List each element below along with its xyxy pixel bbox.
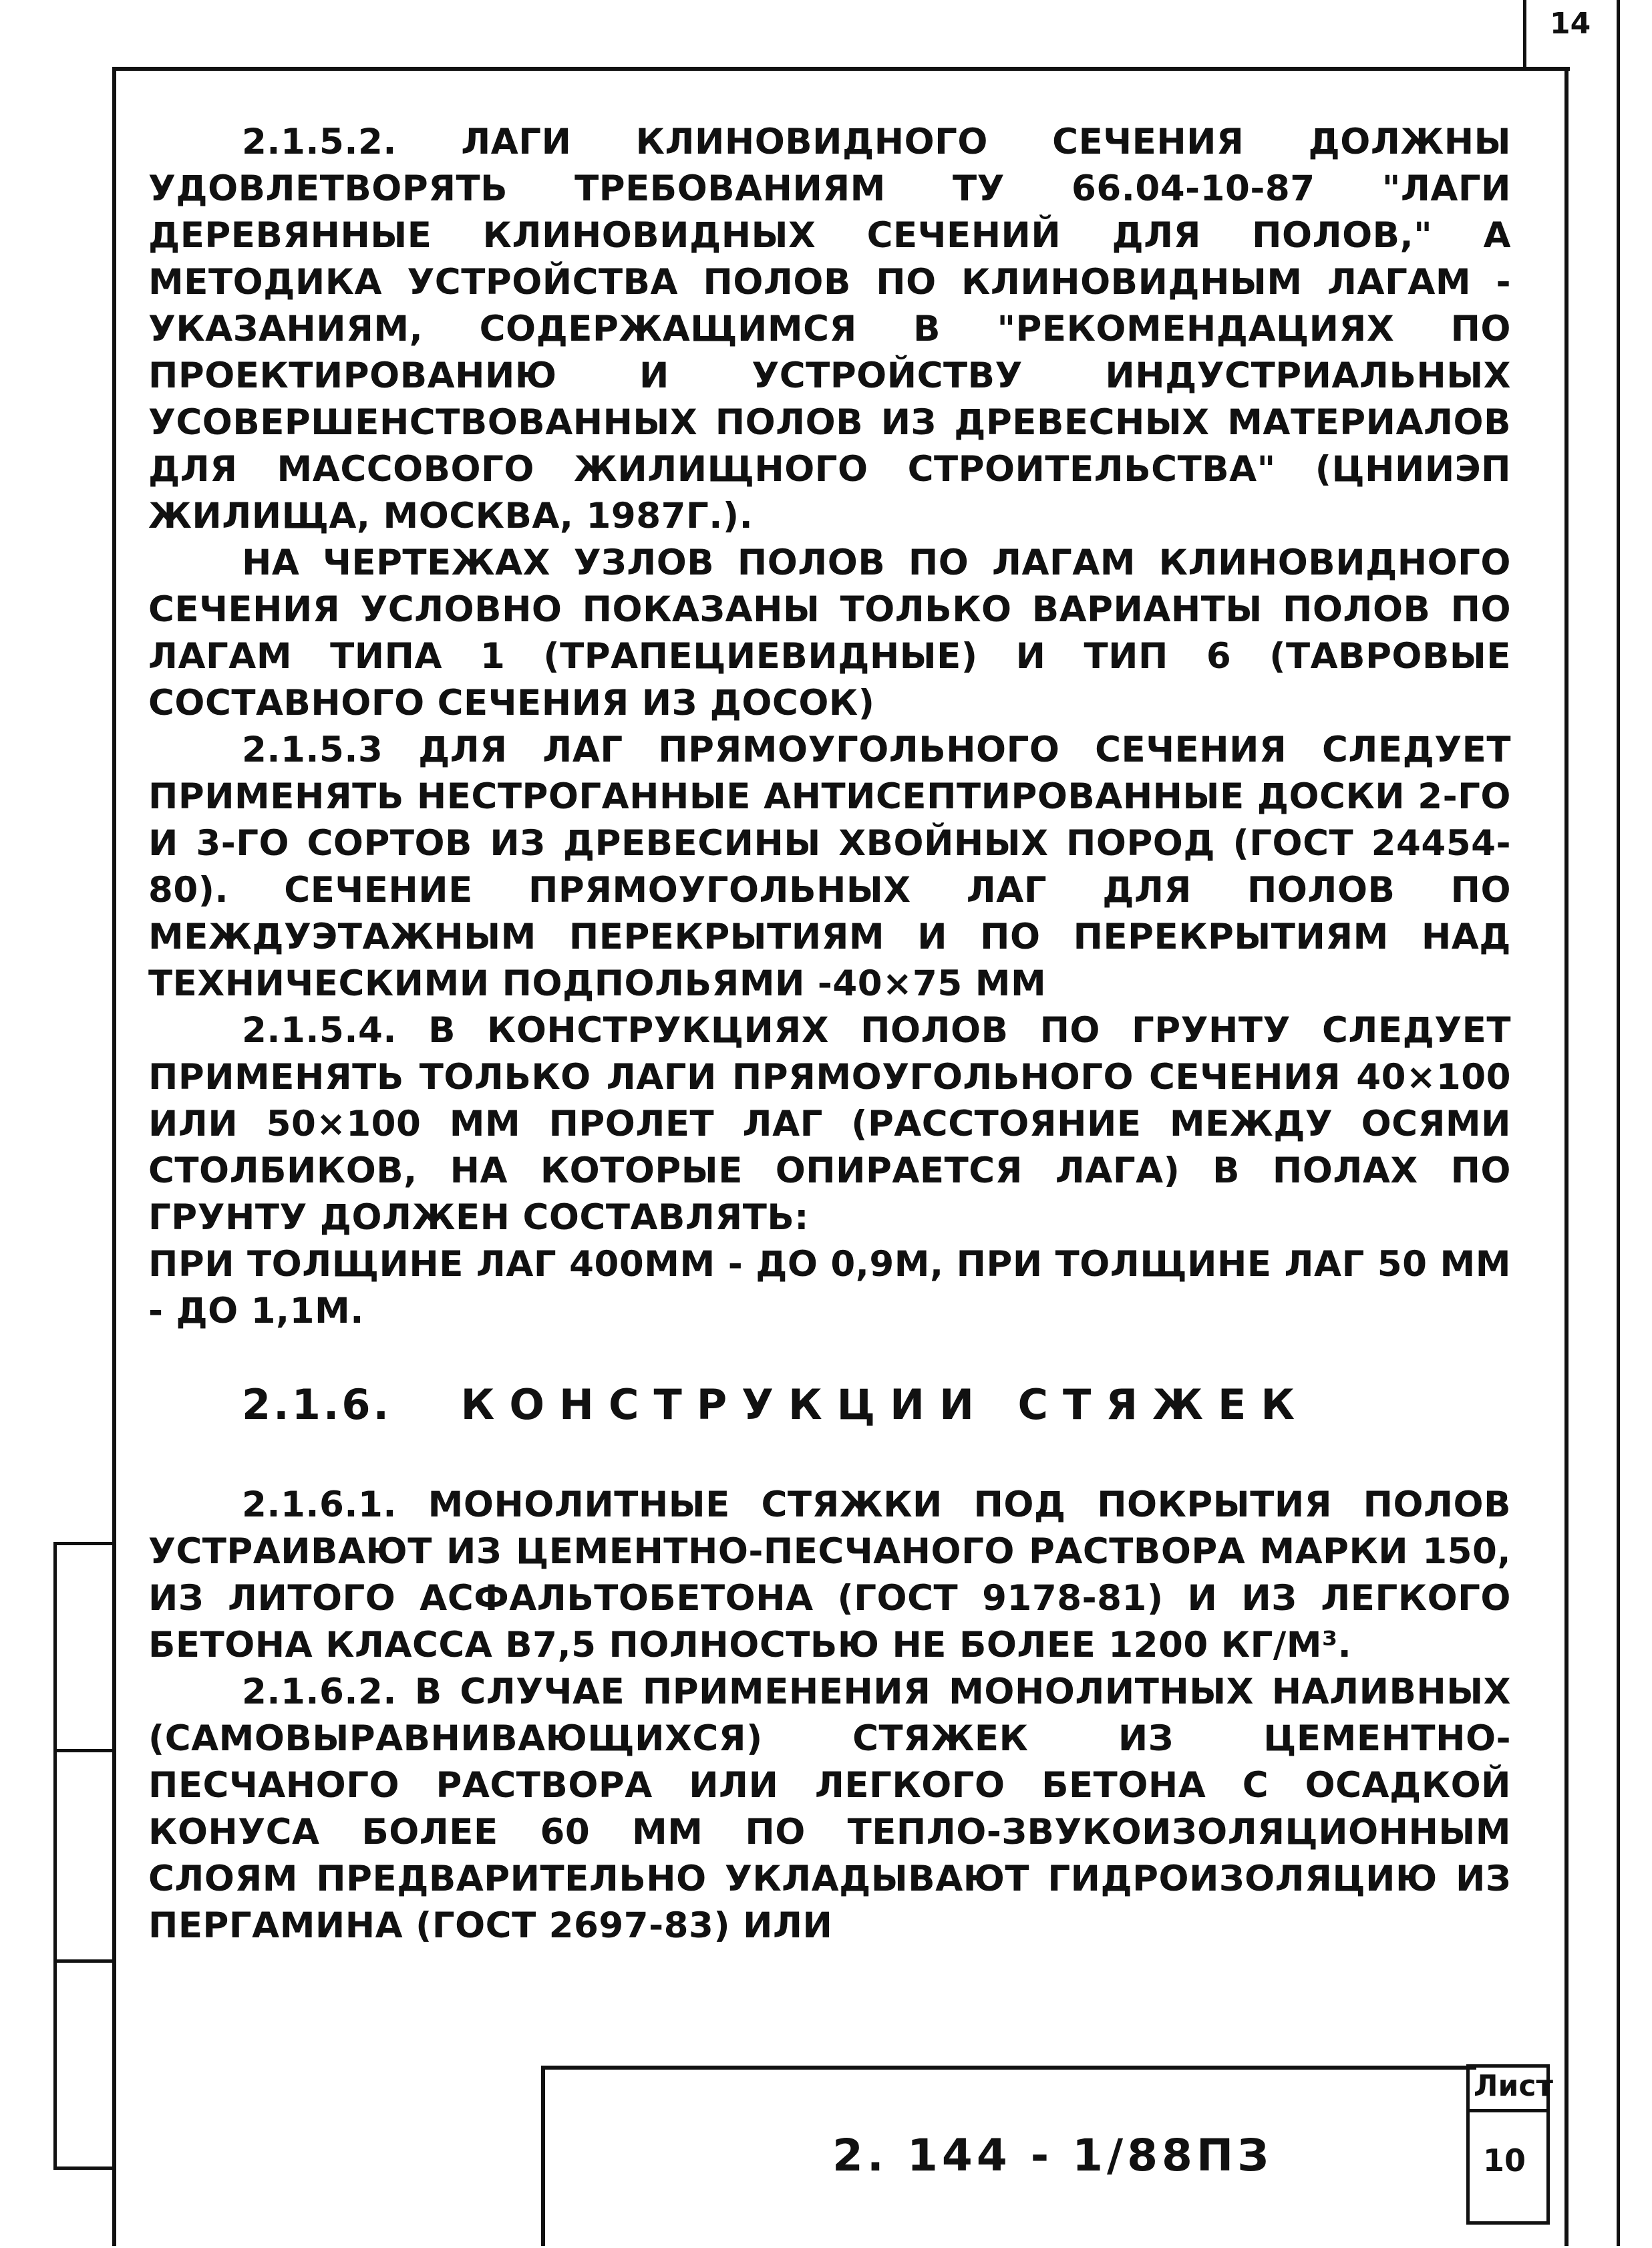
side-cell-divider [57,1959,115,1963]
section-heading-title: КОНСТРУКЦИИ СТЯЖЕК [460,1380,1309,1429]
side-cell-divider [57,1749,115,1752]
paragraph-2-1-5-4-continued: ПРИ ТОЛЩИНЕ ЛАГ 400ММ - ДО 0,9М, ПРИ ТОЛЩИНЕ ЛАГ 50 ММ - ДО 1,1М. [148,1244,1511,1331]
paragraph-drawings-note: НА ЧЕРТЕЖАХ УЗЛОВ ПОЛОВ ПО ЛАГАМ КЛИНОВИДНОГО СЕЧЕНИЯ УСЛОВНО ПОКАЗАНЫ ТОЛЬКО ВАРИАНТЫ ПОЛОВ ПО ЛАГАМ ТИПА 1 (ТРАПЕЦИЕВИДНЫЕ) И ТИП 6 (ТАВРОВЫЕ СОСТАВНОГО СЕЧЕНИЯ ИЗ ДОСОК) [148,542,1511,724]
frame-top-line [112,67,1570,71]
document-body [148,119,1511,1949]
paragraph-2-1-5-4: 2.1.5.4. В КОНСТРУКЦИЯХ ПОЛОВ ПО ГРУНТУ СЛЕДУЕТ ПРИМЕНЯТЬ ТОЛЬКО ЛАГИ ПРЯМОУГОЛЬНОГО СЕЧЕНИЯ 40×100 ИЛИ 50×100 ММ ПРОЛЕТ ЛАГ (РАССТОЯНИЕ МЕЖДУ ОСЯМИ СТОЛБИКОВ, НА КОТОРЫЕ ОПИРАЕТСЯ ЛАГА) В ПОЛАХ ПО ГРУНТУ ДОЛЖЕН СОСТАВЛЯТЬ: [148,1010,1511,1238]
paragraph-2-1-5-3: 2.1.5.3 ДЛЯ ЛАГ ПРЯМОУГОЛЬНОГО СЕЧЕНИЯ СЛЕДУЕТ ПРИМЕНЯТЬ НЕСТРОГАННЫЕ АНТИСЕПТИРОВАННЫЕ ДОСКИ 2-ГО И 3-ГО СОРТОВ ИЗ ДРЕВЕСИНЫ ХВОЙНЫХ ПОРОД (ГОСТ 24454-80). СЕЧЕНИЕ ПРЯМОУГОЛЬНЫХ ЛАГ ДЛЯ ПОЛОВ ПО МЕЖДУЭТАЖНЫМ ПЕРЕКРЫТИЯМ И ПО ПЕРЕКРЫТИЯМ НАД ТЕХНИЧЕСКИМИ ПОДПОЛЬЯМИ -40×75 ММ [148,730,1511,1004]
frame-top-tick [1523,0,1526,71]
paragraph-2-1-5-2: 2.1.5.2. ЛАГИ КЛИНОВИДНОГО СЕЧЕНИЯ ДОЛЖНЫ УДОВЛЕТВОРЯТЬ ТРЕБОВАНИЯМ ТУ 66.04-10-87 "ЛАГИ ДЕРЕВЯННЫЕ КЛИНОВИДНЫХ СЕЧЕНИЙ ДЛЯ ПОЛОВ," А МЕТОДИКА УСТРОЙСТВА ПОЛОВ ПО КЛИНОВИДНЫМ ЛАГАМ - УКАЗАНИЯМ, СОДЕРЖАЩИМСЯ В "РЕКОМЕНДАЦИЯХ ПО ПРОЕКТИРОВАНИЮ И УСТРОЙСТВУ ИНДУСТРИАЛЬНЫХ УСОВЕРШЕНСТВОВАННЫХ ПОЛОВ ИЗ ДРЕВЕСНЫХ МАТЕРИАЛОВ ДЛЯ МАССОВОГО ЖИЛИЩНОГО СТРОИТЕЛЬСТВА" (ЦНИИЭП ЖИЛИЩА, МОСКВА, 1987Г.). [148,122,1511,536]
section-heading-number: 2.1.6. [242,1380,392,1429]
paragraph-2-1-6-1: 2.1.6.1. МОНОЛИТНЫЕ СТЯЖКИ ПОД ПОКРЫТИЯ ПОЛОВ УСТРАИВАЮТ ИЗ ЦЕМЕНТНО-ПЕСЧАНОГО РАСТВОРА МАРКИ 150, ИЗ ЛИТОГО АСФАЛЬТОБЕТОНА (ГОСТ 9178-81) И ИЗ ЛЕГКОГО БЕТОНА КЛАССА В7,5 ПОЛНОСТЬЮ НЕ БОЛЕЕ 1200 КГ/М³. [148,1484,1511,1665]
document-code: 2. 144 - 1/88ПЗ [832,2130,1273,2181]
sheet-divider [1470,2109,1546,2112]
frame-right-outer-line [1617,0,1620,2246]
section-heading [242,1382,1511,1428]
side-margin-box [53,1542,115,2170]
frame-right-line [1564,67,1568,2246]
title-block-stamp [541,2066,1476,2246]
sheet-label: Лист [1474,2069,1553,2103]
paragraph-2-1-6-2: 2.1.6.2. В СЛУЧАЕ ПРИМЕНЕНИЯ МОНОЛИТНЫХ НАЛИВНЫХ (САМОВЫРАВНИВАЮЩИХСЯ) СТЯЖЕК ИЗ ЦЕМЕНТНО-ПЕСЧАНОГО РАСТВОРА ИЛИ ЛЕГКОГО БЕТОНА С ОСАДКОЙ КОНУСА БОЛЕЕ 60 ММ ПО ТЕПЛО-ЗВУКОИЗОЛЯЦИОННЫМ СЛОЯМ ПРЕДВАРИТЕЛЬНО УКЛАДЫВАЮТ ГИДРОИЗОЛЯЦИЮ ИЗ ПЕРГАМИНА (ГОСТ 2697-83) ИЛИ [148,1671,1511,1946]
page-number: 14 [1550,7,1591,41]
sheet-number: 10 [1483,2142,1526,2179]
sheet-box [1466,2064,1553,2225]
